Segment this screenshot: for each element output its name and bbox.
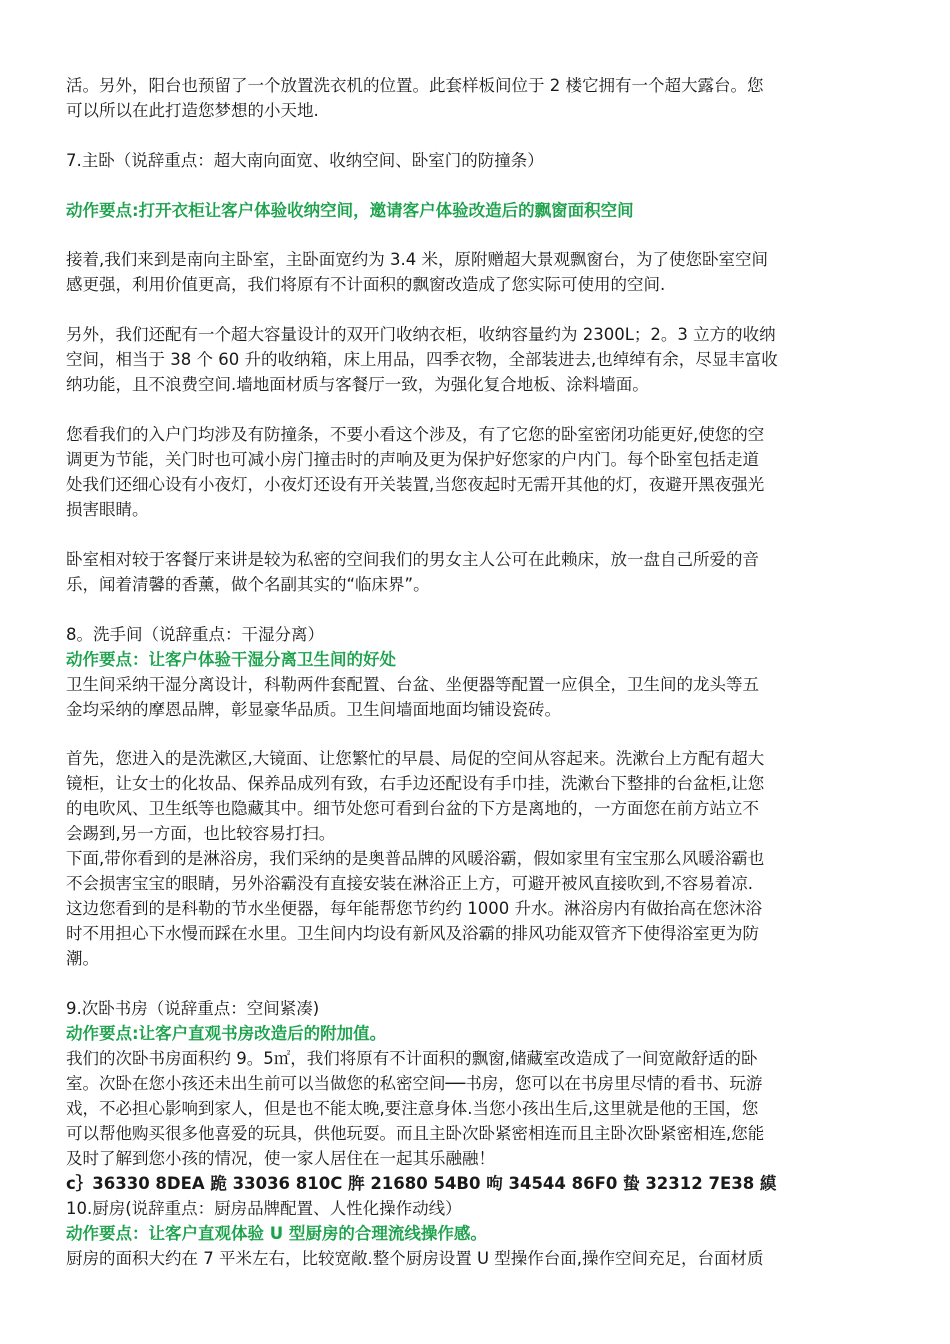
text-line: 可以帮他购买很多他喜爱的玩具，供他玩耍。而且主卧次卧紧密相连而且主卧次卧紧密相连,您能 xyxy=(66,1124,765,1143)
text-line: 空间，相当于 38 个 60 升的收纳箱，床上用品，四季衣物，全部装进去,也绰绰有余，尽显丰富收 xyxy=(66,350,778,369)
text-line: 8。洗手间（说辞重点：干湿分离） xyxy=(66,625,324,644)
text-line: 这边您看到的是科勒的节水坐便器，每年能帮您节约约 1000 升水。淋浴房内有做抬高在您沐浴 xyxy=(66,899,762,918)
text-line: 下面,带你看到的是淋浴房，我们采纳的是奥普品牌的风暖浴霸，假如家里有宝宝那么风暖浴霸也 xyxy=(66,849,765,868)
action-point-line: 动作要点:打开衣柜让客户体验收纳空间，邀请客户体验改造后的飘窗面积空间 xyxy=(66,201,634,220)
text-line: 感更强，利用价值更高，我们将原有不计面积的飘窗改造成了您实际可使用的空间. xyxy=(66,275,666,294)
text-line: 乐，闻着清馨的香薰，做个名副其实的“临床界”。 xyxy=(66,575,430,594)
action-point-line: 动作要点：让客户体验干湿分离卫生间的好处 xyxy=(66,650,396,669)
text-line: 您看我们的入户门均涉及有防撞条，不要小看这个涉及，有了它您的卧室密闭功能更好,使您的空 xyxy=(66,425,765,444)
text-line: 不会损害宝宝的眼睛，另外浴霸没有直接安装在淋浴正上方，可避开被风直接吹到,不容易着凉. xyxy=(66,874,753,893)
text-line: 另外，我们还配有一个超大容量设计的双开门收纳衣柜，收纳容量约为 2300L；2。3 立方的收纳 xyxy=(66,325,776,344)
text-line: 时不用担心下水慢而踩在水里。卫生间内均设有新风及浴霸的排风功能双管齐下使得浴室更为防 xyxy=(66,924,759,943)
text-line: 首先，您进入的是洗漱区,大镜面、让您繁忙的早晨、局促的空间从容起来。洗漱台上方配有超大 xyxy=(66,749,765,768)
action-point-line: 动作要点:让客户直观书房改造后的附加值。 xyxy=(66,1024,387,1043)
text-line: 镜柜，让女士的化妆品、保养品成列有致，右手边还配设有手巾挂，洗漱台下整排的台盆柜,让您 xyxy=(66,774,765,793)
text-line: 损害眼睛。 xyxy=(66,500,149,519)
text-line: 接着,我们来到是南向主卧室，主卧面宽约为 3.4 米，原附赠超大景观飘窗台，为了使您卧室空间 xyxy=(66,250,768,269)
text-line: 10.厨房(说辞重点：厨房品牌配置、人性化操作动线） xyxy=(66,1199,462,1218)
text-line: c｝36330 8DEA 跪 33036 810C 脌 21680 54B0 呴 34544 86F0 蛰 32312 7E38 縸 xyxy=(66,1174,777,1193)
text-line: 戏，不必担心影响到家人，但是也不能太晚,要注意身体.当您小孩出生后,这里就是他的王国，您 xyxy=(66,1099,759,1118)
text-line: 可以所以在此打造您梦想的小天地. xyxy=(66,101,319,120)
text-line: 调更为节能，关门时也可减小房门撞击时的声响及更为保护好您家的户内门。每个卧室包括走道 xyxy=(66,450,759,469)
text-line: 潮。 xyxy=(66,949,99,968)
text-line: 金均采纳的摩恩品牌，彰显豪华品质。卫生间墙面地面均铺设瓷砖。 xyxy=(66,700,561,719)
text-line: 9.次卧书房（说辞重点：空间紧凑) xyxy=(66,999,320,1018)
action-point-line: 动作要点：让客户直观体验 U 型厨房的合理流线操作感。 xyxy=(66,1224,487,1243)
text-line: 7.主卧（说辞重点：超大南向面宽、收纳空间、卧室门的防撞条） xyxy=(66,151,544,170)
text-line: 及时了解到您小孩的情况，使一家人居住在一起其乐融融！ xyxy=(66,1149,495,1168)
text-line: 我们的次卧书房面积约 9。5㎡，我们将原有不计面积的飘窗,储藏室改造成了一间宽敞舒适的卧 xyxy=(66,1049,758,1068)
text-line: 卧室相对较于客餐厅来讲是较为私密的空间我们的男女主人公可在此赖床，放一盘自己所爱的音 xyxy=(66,550,759,569)
text-line: 厨房的面积大约在 7 平米左右，比较宽敞.整个厨房设置 U 型操作台面,操作空间充足，台面材质 xyxy=(66,1249,764,1268)
text-line: 活。另外，阳台也预留了一个放置洗衣机的位置。此套样板间位于 2 楼它拥有一个超大露台。您 xyxy=(66,76,764,95)
text-line: 处我们还细心设有小夜灯，小夜灯还设有开关装置,当您夜起时无需开其他的灯，夜避开黑夜强光 xyxy=(66,475,765,494)
text-line: 的电吹风、卫生纸等也隐藏其中。细节处您可看到台盆的下方是离地的，一方面您在前方站立不 xyxy=(66,799,759,818)
text-line: 会踢到,另一方面，也比较容易打扫。 xyxy=(66,824,336,843)
text-line: 纳功能，且不浪费空间.墙地面材质与客餐厅一致，为强化复合地板、涂料墙面。 xyxy=(66,375,649,394)
text-line: 室。次卧在您小孩还未出生前可以当做您的私密空间──书房，您可以在书房里尽情的看书、玩游 xyxy=(66,1074,763,1093)
text-line: 卫生间采纳干湿分离设计，科勒两件套配置、台盆、坐便器等配置一应俱全，卫生间的龙头等五 xyxy=(66,675,759,694)
